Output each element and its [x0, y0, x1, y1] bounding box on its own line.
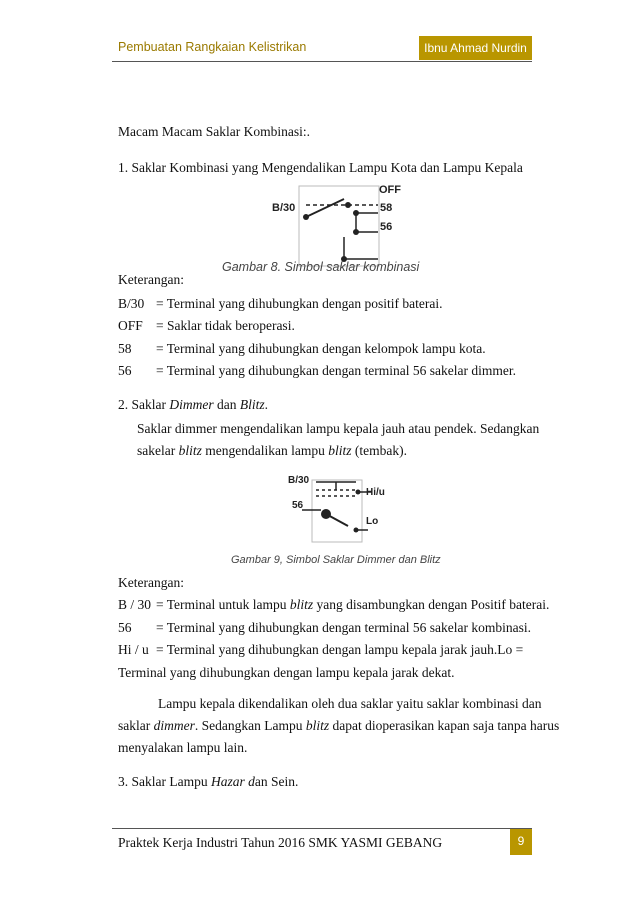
item-2-heading: 2. Saklar Dimmer dan Blitz. — [118, 397, 269, 412]
dimmer-blitz-switch-symbol — [286, 474, 396, 546]
keterangan-1-row: 58 = Terminal yang dihubungkan dengan kelompok lampu kota. — [118, 341, 486, 356]
fig2-label-56: 56 — [292, 500, 304, 511]
paragraph-line-3: menyalakan lampu lain. — [118, 740, 248, 755]
keterangan-1-row: B/30 = Terminal yang dihubungkan dengan positif baterai. — [118, 296, 443, 311]
combination-switch-symbol — [272, 183, 412, 269]
fig1-label-off: OFF — [379, 184, 401, 196]
keterangan-2-title: Keterangan: — [118, 575, 184, 590]
item-2-line-2: sakelar blitz mengendalikan lampu blitz (tembak). — [137, 443, 407, 458]
fig1-label-56: 56 — [380, 221, 393, 233]
fig2-label-b30: B/30 — [288, 475, 310, 486]
item-3-heading: 3. Saklar Lampu Hazar dan Sein. — [118, 774, 299, 789]
keterangan-2-row: Hi / u = Terminal yang dihubungkan dengan lampu kepala jarak jauh.Lo = — [118, 642, 524, 657]
figure-9-caption: Gambar 9, Simbol Saklar Dimmer dan Blitz — [231, 554, 441, 566]
item-2-line-1: Saklar dimmer mengendalikan lampu kepala jauh atau pendek. Sedangkan — [137, 421, 540, 436]
header-rule — [112, 61, 532, 62]
keterangan-1-row: 56 = Terminal yang dihubungkan dengan terminal 56 sakelar dimmer. — [118, 363, 516, 378]
footer-rule — [112, 828, 532, 829]
fig1-label-b30: B/30 — [272, 202, 296, 214]
footer-text: Praktek Kerja Industri Tahun 2016 SMK YASMI GEBANG — [118, 835, 443, 850]
keterangan-2-row: B / 30 = Terminal untuk lampu blitz yang disambungkan dengan Positif baterai. — [118, 597, 550, 612]
section-heading: Macam Macam Saklar Kombinasi:. — [118, 124, 310, 139]
header-title: Pembuatan Rangkaian Kelistrikan — [118, 40, 307, 54]
paragraph-line-2: saklar dimmer. Sedangkan Lampu blitz dapat dioperasikan kapan saja tanpa harus — [118, 718, 560, 733]
keterangan-1-row: OFF = Saklar tidak beroperasi. — [118, 318, 295, 333]
keterangan-2-continuation: Terminal yang dihubungkan dengan lampu kepala jarak dekat. — [118, 665, 455, 680]
item-1-heading: 1. Saklar Kombinasi yang Mengendalikan Lampu Kota dan Lampu Kepala — [118, 160, 523, 175]
paragraph-line-1: Lampu kepala dikendalikan oleh dua saklar yaitu saklar kombinasi dan — [158, 696, 542, 711]
page-number: 9 — [510, 829, 532, 855]
fig2-label-hiu: Hi/u — [366, 487, 385, 498]
figure-8-caption: Gambar 8. Simbol saklar kombinasi — [222, 260, 420, 274]
keterangan-1-title: Keterangan: — [118, 272, 184, 287]
fig1-label-58: 58 — [380, 202, 393, 214]
keterangan-2-row: 56 = Terminal yang dihubungkan dengan terminal 56 sakelar kombinasi. — [118, 620, 531, 635]
fig2-label-lo: Lo — [366, 516, 379, 527]
header-author: Ibnu Ahmad Nurdin — [419, 36, 532, 60]
